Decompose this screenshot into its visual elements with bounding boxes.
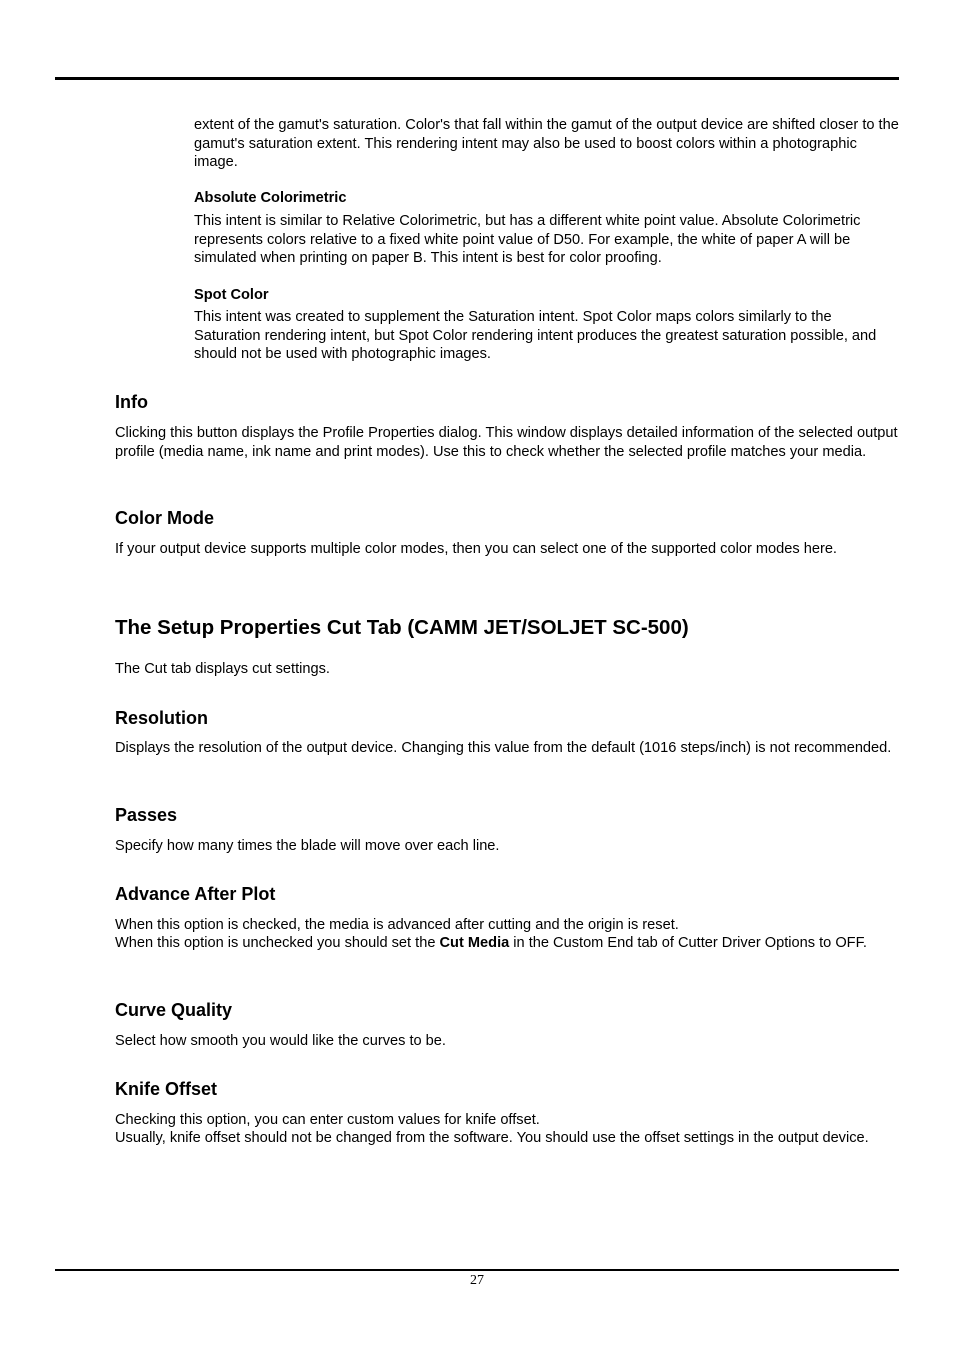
cut-tab-body: The Cut tab displays cut settings. xyxy=(115,661,330,677)
advance-line2-pre: When this option is unchecked you should set the xyxy=(115,935,440,951)
passes-heading: Passes xyxy=(115,805,178,825)
info-body: Clicking this button displays the Profile Properties dialog. This window displays detailed information of the selected output profile (media name, ink name and print modes). Use this to check whether the selected profile matches your media. xyxy=(115,425,898,460)
advance-after-plot-heading: Advance After Plot xyxy=(115,884,276,904)
absolute-colorimetric-heading: Absolute Colorimetric xyxy=(194,190,347,206)
saturation-paragraph-tail: extent of the gamut's saturation. Color's that fall within the gamut of the output device are shifted closer to the gamut's saturation extent. This rendering intent may also be used to boost colors within a photographic image. xyxy=(194,117,899,170)
cut-tab-heading: The Setup Properties Cut Tab (CAMM JET/SOLJET SC-500) xyxy=(115,616,689,639)
spot-color-body: This intent was created to supplement the Saturation intent. Spot Color maps colors similarly to the Saturation rendering intent, but Spot Color rendering intent produces the greatest saturation possible, and should not be used with photographic images. xyxy=(194,309,877,362)
spot-color-heading: Spot Color xyxy=(194,287,269,303)
footer-rule xyxy=(55,1269,899,1271)
absolute-colorimetric-body: This intent is similar to Relative Colorimetric, but has a different white point value. Absolute Colorimetric represents colors relative to a fixed white point value of D50. For example, the white of paper A will be simulated when printing on paper B. This intent is best for color proofing. xyxy=(194,213,861,266)
color-mode-body: If your output device supports multiple color modes, then you can select one of the supported color modes here. xyxy=(115,541,837,557)
page-number: 27 xyxy=(470,1273,484,1288)
curve-quality-heading: Curve Quality xyxy=(115,1000,233,1020)
header-rule xyxy=(55,77,899,80)
cut-media-term: Cut Media xyxy=(439,935,510,951)
info-heading: Info xyxy=(115,392,148,412)
curve-quality-body: Select how smooth you would like the curves to be. xyxy=(115,1033,446,1049)
resolution-heading: Resolution xyxy=(115,708,208,728)
knife-offset-line2: Usually, knife offset should not be changed from the software. You should use the offset settings in the output device. xyxy=(115,1130,869,1146)
knife-offset-heading: Knife Offset xyxy=(115,1079,218,1099)
advance-line2-post: in the Custom End tab of Cutter Driver Options to OFF. xyxy=(509,935,867,951)
knife-offset-line1: Checking this option, you can enter custom values for knife offset. xyxy=(115,1112,540,1128)
passes-body: Specify how many times the blade will move over each line. xyxy=(115,838,500,854)
resolution-body: Displays the resolution of the output device. Changing this value from the default (1016 steps/inch) is not recommended. xyxy=(115,740,892,756)
advance-after-plot-line2 xyxy=(115,934,900,953)
color-mode-heading: Color Mode xyxy=(115,508,214,528)
advance-after-plot-line1: When this option is checked, the media is advanced after cutting and the origin is reset. xyxy=(115,917,679,933)
